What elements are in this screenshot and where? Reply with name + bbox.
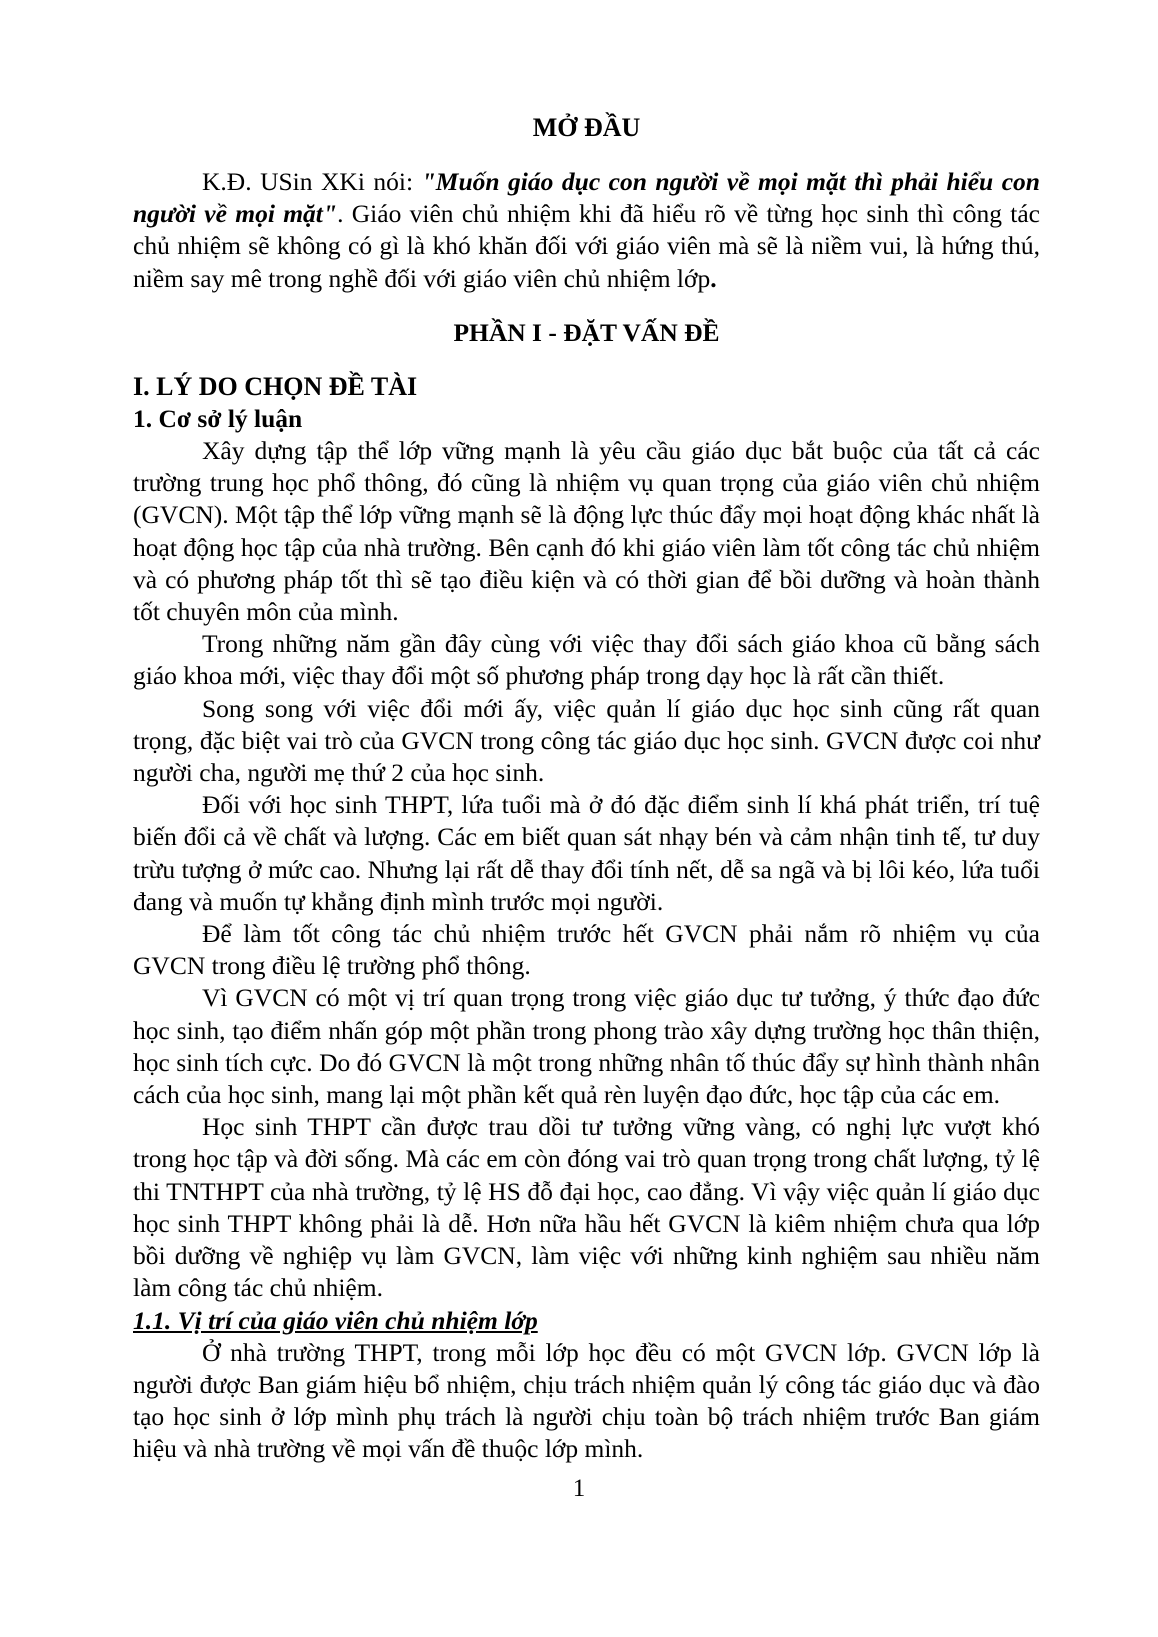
- document-title: MỞ ĐẦU: [532, 113, 641, 142]
- paragraph-3: Song song với việc đổi mới ấy, việc quản lí giáo dục học sinh cũng rất quan trọng, đặc biệt vai trò của GVCN trong công tác giáo dục học sinh. GVCN được coi như người cha, người mẹ thứ 2 của học sinh.: [133, 693, 1040, 788]
- subsection-heading: 1. Cơ sở lý luận: [133, 403, 303, 433]
- paragraph-1: Xây dựng tập thể lớp vững mạnh là yêu cầu giáo dục bắt buộc của tất cả các trường trung học phổ thông, đó cũng là nhiệm vụ quan trọng của giáo viên chủ nhiệm (GVCN). Một tập thể lớp vững mạnh sẽ là động lực thúc đẩy mọi hoạt động khác nhất là hoạt động học tập của nhà trường. Bên cạnh đó khi giáo viên làm tốt công tác chủ nhiệm và có phương pháp tốt thì sẽ tạo điều kiện và có thời gian để bồi dưỡng và hoàn thành tốt chuyên môn của mình.: [133, 436, 1040, 627]
- intro-quote: "Muốn giáo dục con người về mọi mặt thì phải hiểu con người về mọi mặt": [133, 167, 1040, 229]
- intro-rest: . Giáo viên chủ nhiệm khi đã hiểu rõ về từng học sinh thì công tác chủ nhiệm sẽ không có gì là khó khăn đối với giáo viên mà sẽ là niềm vui, là hứng thú, niềm say mê trong nghề đối với giáo viên chủ nhiệm lớp: [133, 199, 1040, 293]
- part-title: PHẦN I - ĐẶT VẤN ĐỀ: [453, 317, 720, 347]
- paragraph-4: Đối với học sinh THPT, lứa tuổi mà ở đó đặc điểm sinh lí khá phát triển, trí tuệ biến đổi cả về chất và lượng. Các em biết quan sát nhạy bén và cảm nhận tinh tế, tư duy trừu tượng ở mức cao. Nhưng lại rất dễ thay đổi tính nết, dễ sa ngã và bị lôi kéo, lứa tuổi đang và muốn tự khẳng định mình trước mọi người.: [133, 790, 1040, 916]
- paragraph-2: Trong những năm gần đây cùng với việc thay đổi sách giáo khoa cũ bằng sách giáo khoa mới, việc thay đổi một số phương pháp trong dạy học là rất cần thiết.: [133, 629, 1040, 691]
- section-heading: I. LÝ DO CHỌN ĐỀ TÀI: [133, 371, 418, 401]
- intro-end: .: [710, 263, 717, 293]
- paragraph-1-1: Ở nhà trường THPT, trong mỗi lớp học đều có một GVCN lớp. GVCN lớp là người được Ban giám hiệu bổ nhiệm, chịu trách nhiệm quản lý công tác giáo dục và đào tạo học sinh ở lớp mình phụ trách là người chịu toàn bộ trách nhiệm trước Ban giám hiệu và nhà trường về mọi vấn đề thuộc lớp mình.: [133, 1337, 1040, 1464]
- intro-prefix: K.Đ. USin XKi nói:: [202, 167, 422, 196]
- paragraph-6: Vì GVCN có một vị trí quan trọng trong việc giáo dục tư tưởng, ý thức đạo đức học sinh, tạo điểm nhấn góp một phần trong phong trào xây dựng trường học thân thiện, học sinh tích cực. Do đó GVCN là một trong những nhân tố thúc đẩy sự hình thành nhân cách của học sinh, mang lại một phần kết quả rèn luyện đạo đức, học tập của các em.: [133, 983, 1040, 1110]
- subsection-1-1-heading: 1.1. Vị trí của giáo viên chủ nhiệm lớp: [133, 1305, 538, 1335]
- paragraph-7: Học sinh THPT cần được trau dồi tư tưởng vững vàng, có nghị lực vượt khó trong học tập và đời sống. Mà các em còn đóng vai trò quan trọng trong chất lượng, tỷ lệ thi TNTHPT của nhà trường, tỷ lệ HS đỗ đại học, cao đẳng. Vì vậy việc quản lí giáo dục học sinh THPT không phải là dễ. Hơn nữa hầu hết GVCN là kiêm nhiệm chưa qua lớp bồi dưỡng về nghiệp vụ làm GVCN, làm việc với những kinh nghiệm sau nhiều năm làm công tác chủ nhiệm.: [133, 1112, 1040, 1303]
- page-number: 1: [572, 1475, 586, 1502]
- intro-paragraph: [133, 166, 1040, 295]
- document-page: [133, 112, 1040, 1466]
- paragraph-5: Để làm tốt công tác chủ nhiệm trước hết GVCN phải nắm rõ nhiệm vụ của GVCN trong điều lệ trường phổ thông.: [133, 919, 1040, 981]
